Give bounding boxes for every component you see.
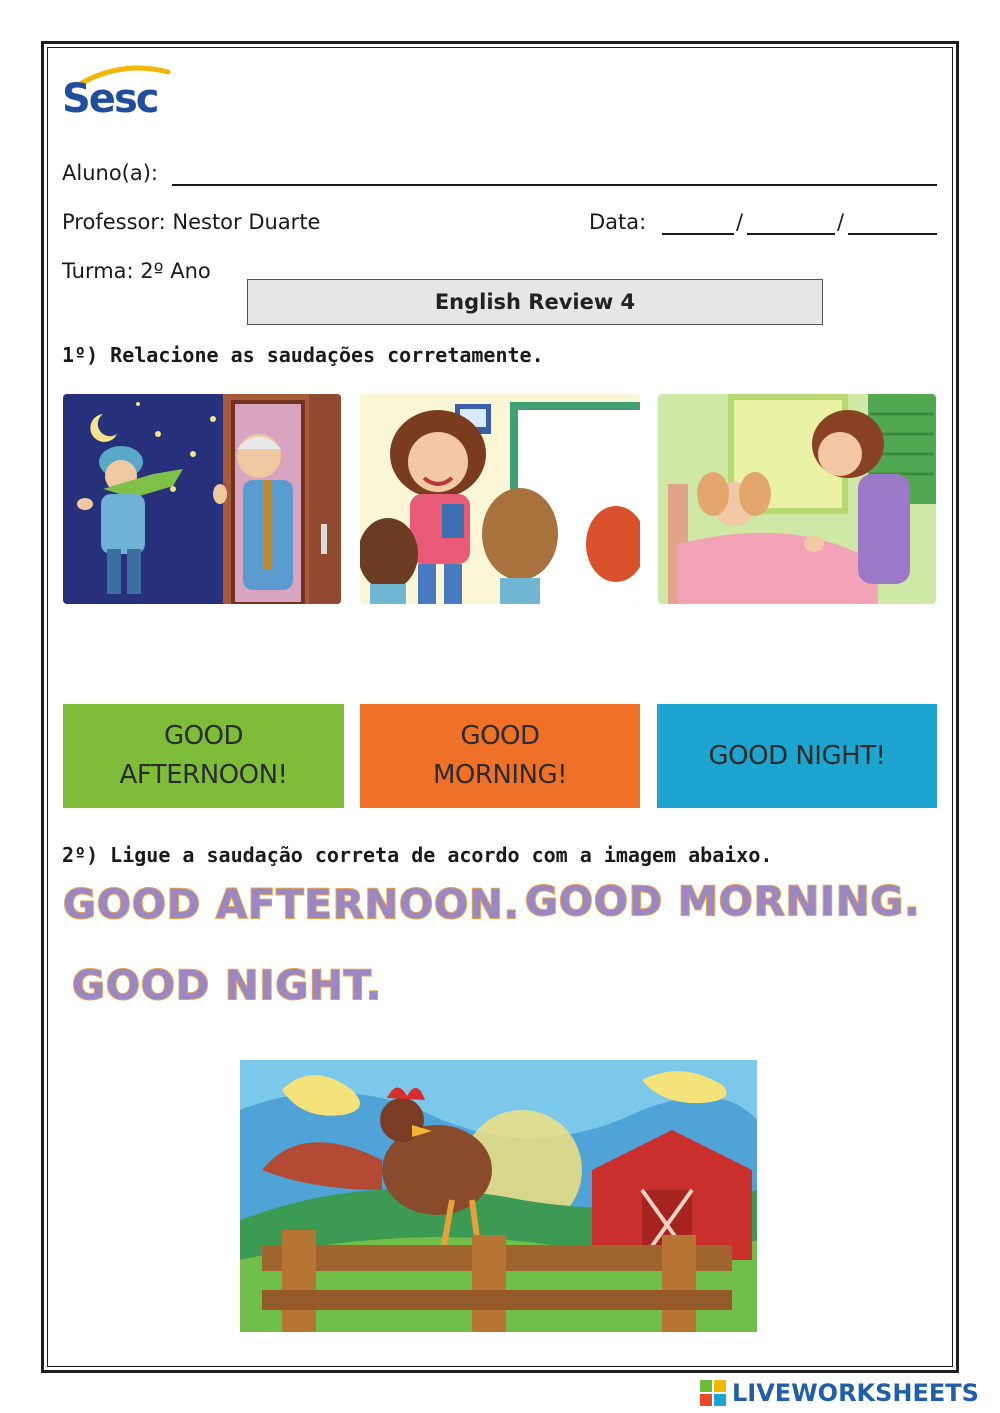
answer-good-night-box[interactable] [657, 704, 937, 808]
farm-rooster-image [222, 1050, 775, 1342]
page-title: English Review 4 [247, 279, 823, 325]
option-good-night[interactable]: GOOD NIGHT. [72, 963, 383, 1009]
answer-line: GOOD [163, 721, 244, 751]
date-separator: / [837, 210, 845, 234]
option-good-morning[interactable]: GOOD MORNING. [525, 879, 921, 925]
answer-good-morning-box[interactable] [360, 704, 640, 808]
answer-line: AFTERNOON! [119, 760, 288, 790]
date-day-blank[interactable] [662, 233, 734, 235]
aluno-label: Aluno(a): [62, 161, 158, 185]
answer-line: GOOD [460, 721, 540, 751]
bedroom-scene-image [658, 394, 936, 604]
liveworksheets-logo-icon [700, 1380, 726, 1406]
question-1-prompt: 1º) Relacione as saudações corretamente. [62, 343, 544, 367]
watermark-text: LIVEWORKSHEETS [732, 1379, 979, 1407]
date-separator: / [736, 210, 744, 234]
answer-line: GOOD NIGHT! [708, 740, 886, 771]
liveworksheets-watermark [700, 1378, 990, 1408]
answer-good-afternoon-box[interactable] [63, 704, 344, 808]
professor-text: Professor: Nestor Duarte [62, 210, 321, 234]
classroom-scene-image [360, 394, 640, 604]
turma-text: Turma: 2º Ano [62, 259, 211, 283]
question-2-prompt: 2º) Ligue a saudação correta de acordo com a imagem abaixo. [62, 843, 773, 867]
night-scene-image [63, 394, 341, 604]
data-label: Data: [589, 210, 647, 234]
sesc-logo [62, 62, 174, 122]
aluno-blank[interactable] [172, 184, 937, 186]
logo-text: Sesc [62, 76, 158, 122]
option-good-afternoon[interactable]: GOOD AFTERNOON. [63, 882, 520, 928]
date-year-blank[interactable] [848, 233, 937, 235]
answer-line: MORNING! [432, 760, 568, 790]
date-month-blank[interactable] [747, 233, 835, 235]
